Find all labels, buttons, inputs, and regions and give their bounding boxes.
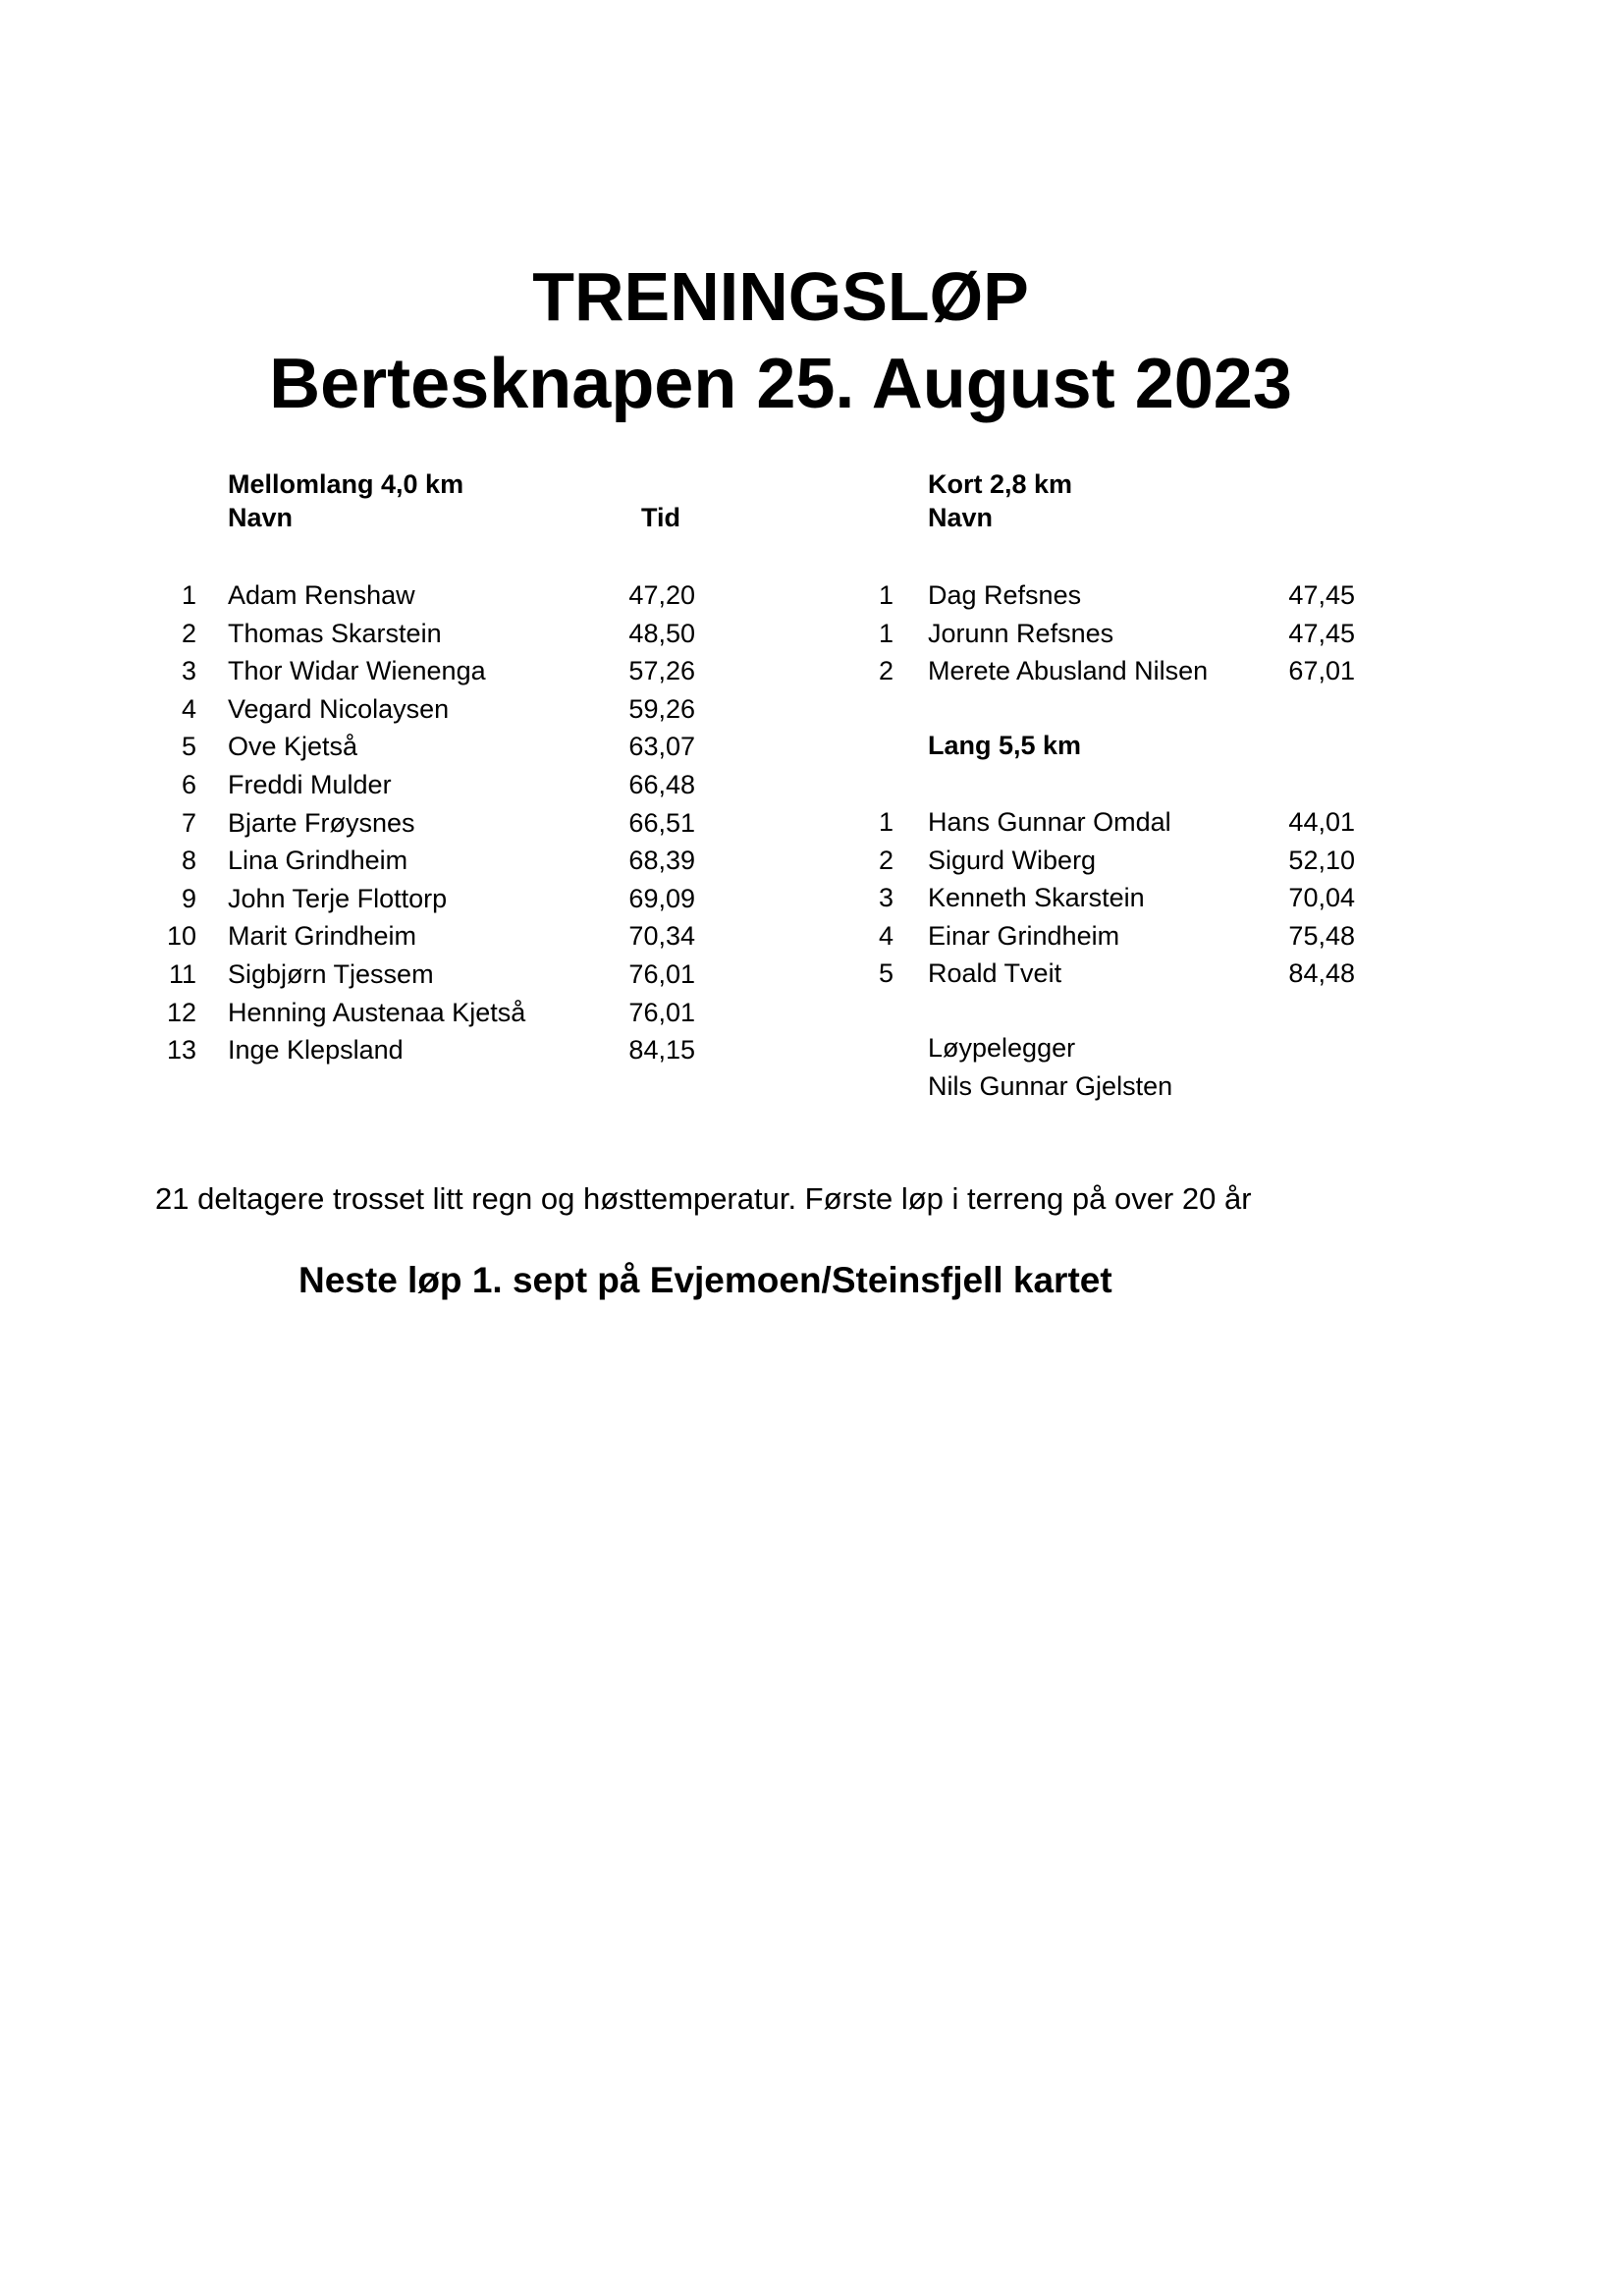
result-place: 12 bbox=[166, 997, 196, 1027]
result-time: 67,01 bbox=[1288, 656, 1355, 686]
result-name: Dag Refsnes bbox=[928, 580, 1082, 610]
result-name: Vegard Nicolaysen bbox=[228, 693, 450, 724]
result-place: 6 bbox=[181, 769, 196, 799]
result-place: 5 bbox=[878, 958, 893, 989]
result-time: 47,45 bbox=[1288, 618, 1355, 648]
result-name: Roald Tveit bbox=[928, 958, 1062, 989]
result-time: 47,45 bbox=[1288, 580, 1355, 610]
result-time: 69,09 bbox=[628, 883, 695, 913]
result-row bbox=[0, 842, 1355, 880]
result-row bbox=[0, 1031, 695, 1069]
result-name: Freddi Mulder bbox=[228, 769, 392, 799]
result-name: Lina Grindheim bbox=[228, 846, 408, 876]
result-time: 44,01 bbox=[1288, 807, 1355, 837]
result-name: Sigbjørn Tjessem bbox=[228, 958, 434, 989]
result-time: 76,01 bbox=[628, 958, 695, 989]
result-name: Henning Austenaa Kjetså bbox=[228, 997, 526, 1027]
result-time: 84,48 bbox=[1288, 958, 1355, 989]
kort-heading: Kort 2,8 km bbox=[928, 469, 1073, 499]
result-place: 1 bbox=[181, 580, 196, 610]
result-row bbox=[0, 994, 695, 1032]
result-place: 2 bbox=[181, 618, 196, 648]
result-place: 7 bbox=[181, 807, 196, 838]
result-time: 70,34 bbox=[628, 921, 695, 952]
course-setter-name: Nils Gunnar Gjelsten bbox=[928, 1071, 1173, 1101]
mellomlang-time-header: Tid bbox=[641, 503, 680, 532]
result-place: 3 bbox=[878, 883, 893, 913]
result-row bbox=[0, 917, 1355, 956]
result-row bbox=[0, 615, 1355, 653]
result-name: Einar Grindheim bbox=[928, 920, 1120, 951]
result-time: 66,48 bbox=[628, 769, 695, 799]
result-place: 4 bbox=[878, 920, 893, 951]
result-row bbox=[0, 955, 1355, 993]
result-time: 75,48 bbox=[1288, 920, 1355, 951]
result-place: 4 bbox=[181, 693, 196, 724]
result-place: 1 bbox=[878, 618, 893, 648]
result-name: Sigurd Wiberg bbox=[928, 845, 1097, 875]
lang-results bbox=[0, 803, 1355, 993]
result-row bbox=[0, 766, 695, 804]
result-place: 1 bbox=[878, 580, 893, 610]
result-place: 1 bbox=[878, 807, 893, 837]
result-name: Bjarte Frøysnes bbox=[228, 807, 415, 838]
footer-note: 21 deltagere trosset litt regn og høsttemperatur. Første løp i terreng på over 20 år bbox=[155, 1181, 1252, 1216]
lang-heading: Lang 5,5 km bbox=[928, 731, 1082, 760]
result-row bbox=[0, 879, 1355, 917]
result-name: Thomas Skarstein bbox=[228, 618, 442, 648]
result-place: 3 bbox=[181, 656, 196, 686]
result-place: 8 bbox=[181, 846, 196, 876]
result-time: 84,15 bbox=[628, 1035, 695, 1066]
result-row bbox=[0, 803, 1355, 842]
result-row bbox=[0, 576, 1355, 615]
result-place: 5 bbox=[181, 732, 196, 762]
result-time: 63,07 bbox=[628, 732, 695, 762]
result-name: Kenneth Skarstein bbox=[928, 883, 1145, 913]
result-name: Thor Widar Wienenga bbox=[228, 656, 486, 686]
result-place: 2 bbox=[878, 845, 893, 875]
mellomlang-heading: Mellomlang 4,0 km bbox=[228, 469, 464, 499]
result-name: Inge Klepsland bbox=[228, 1035, 404, 1066]
result-time: 48,50 bbox=[628, 618, 695, 648]
result-place: 9 bbox=[181, 883, 196, 913]
kort-results bbox=[0, 576, 1355, 690]
result-time: 70,04 bbox=[1288, 883, 1355, 913]
result-name: Jorunn Refsnes bbox=[928, 618, 1114, 648]
result-name: Adam Renshaw bbox=[228, 580, 415, 610]
result-row bbox=[0, 652, 1355, 690]
result-row bbox=[0, 728, 695, 766]
page-title: TRENINGSLØP bbox=[532, 258, 1029, 335]
result-time: 52,10 bbox=[1288, 845, 1355, 875]
page-subtitle: Bertesknapen 25. August 2023 bbox=[269, 345, 1292, 423]
result-name: Marit Grindheim bbox=[228, 921, 417, 952]
result-place: 10 bbox=[166, 921, 196, 952]
result-time: 57,26 bbox=[628, 656, 695, 686]
course-setter-label: Løypelegger bbox=[928, 1033, 1076, 1063]
result-time: 59,26 bbox=[628, 693, 695, 724]
result-time: 47,20 bbox=[628, 580, 695, 610]
result-time: 76,01 bbox=[628, 997, 695, 1027]
result-name: Ove Kjetså bbox=[228, 732, 358, 762]
result-name: Hans Gunnar Omdal bbox=[928, 807, 1171, 837]
kort-name-header: Navn bbox=[928, 503, 994, 532]
result-place: 2 bbox=[878, 656, 893, 686]
mellomlang-name-header: Navn bbox=[228, 503, 294, 532]
result-place: 13 bbox=[166, 1035, 196, 1066]
result-place: 11 bbox=[168, 958, 196, 989]
result-time: 68,39 bbox=[628, 846, 695, 876]
result-row bbox=[0, 690, 695, 729]
result-name: Merete Abusland Nilsen bbox=[928, 656, 1209, 686]
next-race-note: Neste løp 1. sept på Evjemoen/Steinsfjell kartet bbox=[298, 1260, 1112, 1300]
result-time: 66,51 bbox=[628, 807, 695, 838]
result-name: John Terje Flottorp bbox=[228, 883, 448, 913]
